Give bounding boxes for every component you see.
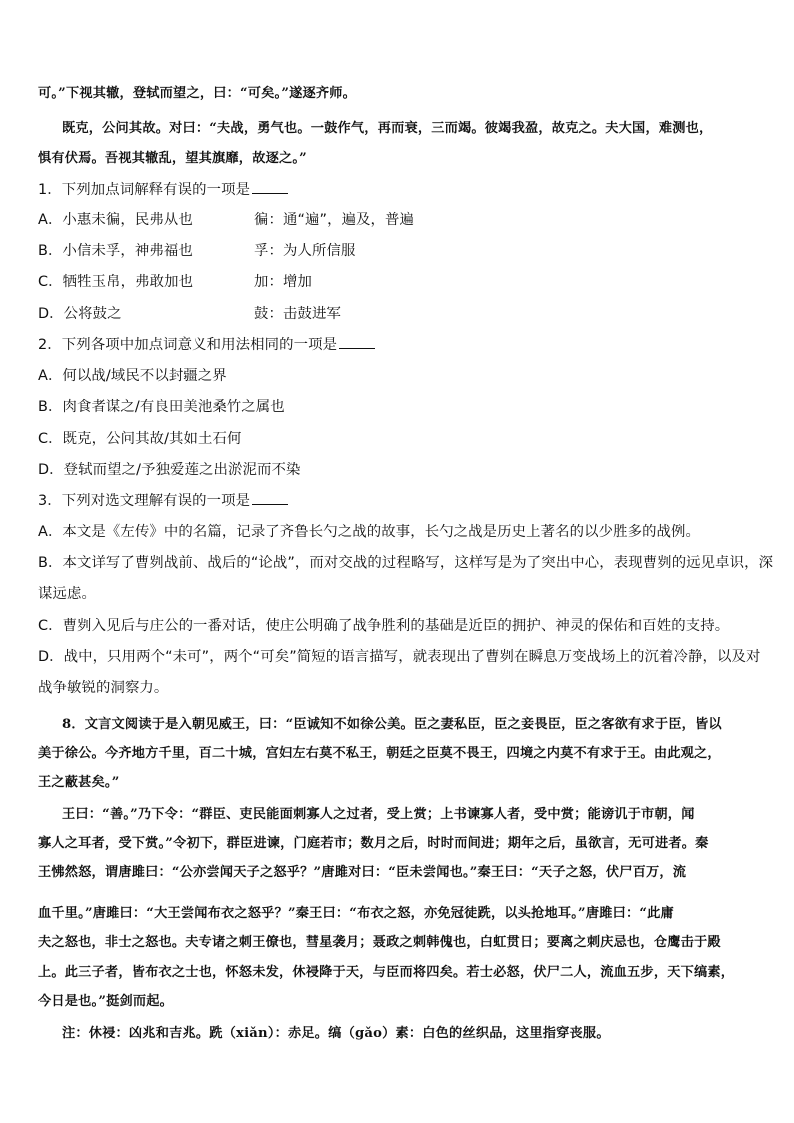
question-3-option-b: B．本文详写了曹刿战前、战后的“论战”，而对交战的过程略写，这样写是为了突出中心，表现曹刿的远见卓识，深 [38, 555, 774, 571]
footnote: 注：休祲：凶兆和吉兆。跣（xiǎn）：赤足。缟（gǎo）素：白色的丝织品，这里指穿丧服。 [62, 1026, 610, 1041]
question-8-line: 王怫然怒，谓唐雎曰：“公亦尝闻天子之怒乎？”唐雎对曰：“臣未尝闻也。”秦王曰：“天子之怒，伏尸百万，流 [38, 865, 687, 880]
question-8-line: 8．文言文阅读于是入朝见威王，曰：“臣诚知不如徐公美。臣之妻私臣，臣之妾畏臣，臣之客欲有求于臣，皆以 [62, 717, 722, 732]
question-2-option-d: D．登轼而望之/予独爱莲之出淤泥而不染 [38, 462, 301, 478]
question-2-option-a: A．何以战/域民不以封疆之界 [38, 368, 227, 384]
question-3-stem: 3．下列对选文理解有误的一项是 [38, 489, 774, 510]
answer-blank [339, 336, 375, 349]
passage-line: 可。”下视其辙，登轼而望之，曰：“可矣。”遂逐齐师。 [38, 86, 357, 101]
passage-line: 惧有伏焉。吾视其辙乱，望其旗靡，故逐之。” [38, 151, 307, 166]
question-8-line: 上。此三子者，皆布衣之士也，怀怒未发，休祲降于天，与臣而将四矣。若士必怒，伏尸二人，流血五步，天下缟素， [38, 965, 735, 980]
question-8-line: 血千里。”唐雎曰：“大王尝闻布衣之怒乎？”秦王曰：“布衣之怒，亦免冠徒跣，以头抢地耳。”唐雎曰：“此庸 [38, 906, 674, 921]
answer-blank [252, 181, 288, 194]
question-1-option-a: A．小惠未徧，民弗从也 徧：通“遍”，遍及，普遍 [38, 212, 415, 228]
question-1-option-d: D．公将鼓之 鼓：击鼓进军 [38, 306, 341, 322]
question-3-option-d-cont: 战争敏锐的洞察力。 [38, 680, 169, 696]
question-8-line: 寡人之耳者，受下赏。”令初下，群臣进谏，门庭若市；数月之后，时时而间进；期年之后，虽欲言，无可进者。秦 [38, 836, 709, 851]
question-2-option-b: B．肉食者谋之/有良田美池桑竹之属也 [38, 399, 285, 415]
question-2-option-c: C．既克，公问其故/其如土石何 [38, 431, 242, 447]
question-3-option-d: D．战中，只用两个“未可”，两个“可矣”简短的语言描写，就表现出了曹刿在瞬息万变战场上的沉着冷静，以及对 [38, 649, 761, 665]
question-8-line: 夫之怒也，非士之怒也。夫专诸之刺王僚也，彗星袭月；聂政之刺韩傀也，白虹贯日；要离之刺庆忌也，仓鹰击于殿 [38, 935, 721, 950]
question-1-stem: 1．下列加点词解释有误的一项是 [38, 178, 774, 199]
question-8-line: 王之蔽甚矣。” [38, 775, 120, 790]
question-1-option-b: B．小信未孚，神弗福也 孚：为人所信服 [38, 243, 356, 259]
question-2-stem: 2．下列各项中加点词意义和用法相同的一项是 [38, 333, 774, 354]
question-8-line: 王曰：“善。”乃下令：“群臣、吏民能面刺寡人之过者，受上赏；上书谏寡人者，受中赏；能谤讥于市朝，闻 [62, 807, 695, 822]
question-3-option-a: A．本文是《左传》中的名篇，记录了齐鲁长勺之战的故事，长勺之战是历史上著名的以少胜多的战例。 [38, 524, 701, 540]
question-3-option-b-cont: 谋远虑。 [38, 586, 96, 602]
answer-blank [252, 492, 288, 505]
question-1-option-c: C．牺牲玉帛，弗敢加也 加：增加 [38, 274, 312, 290]
question-3-option-c: C．曹刿入见后与庄公的一番对话，使庄公明确了战争胜利的基础是近臣的拥护、神灵的保佑和百姓的支持。 [38, 618, 730, 634]
passage-line: 既克，公问其故。对曰：“夫战，勇气也。一鼓作气，再而衰，三而竭。彼竭我盈，故克之。夫大国，难测也， [62, 121, 713, 136]
question-8-line: 今日是也。”挺剑而起。 [38, 994, 174, 1009]
question-8-line: 美于徐公。今齐地方千里，百二十城，宫妇左右莫不私王，朝廷之臣莫不畏王，四境之内莫不有求于王。由此观之， [38, 746, 721, 761]
